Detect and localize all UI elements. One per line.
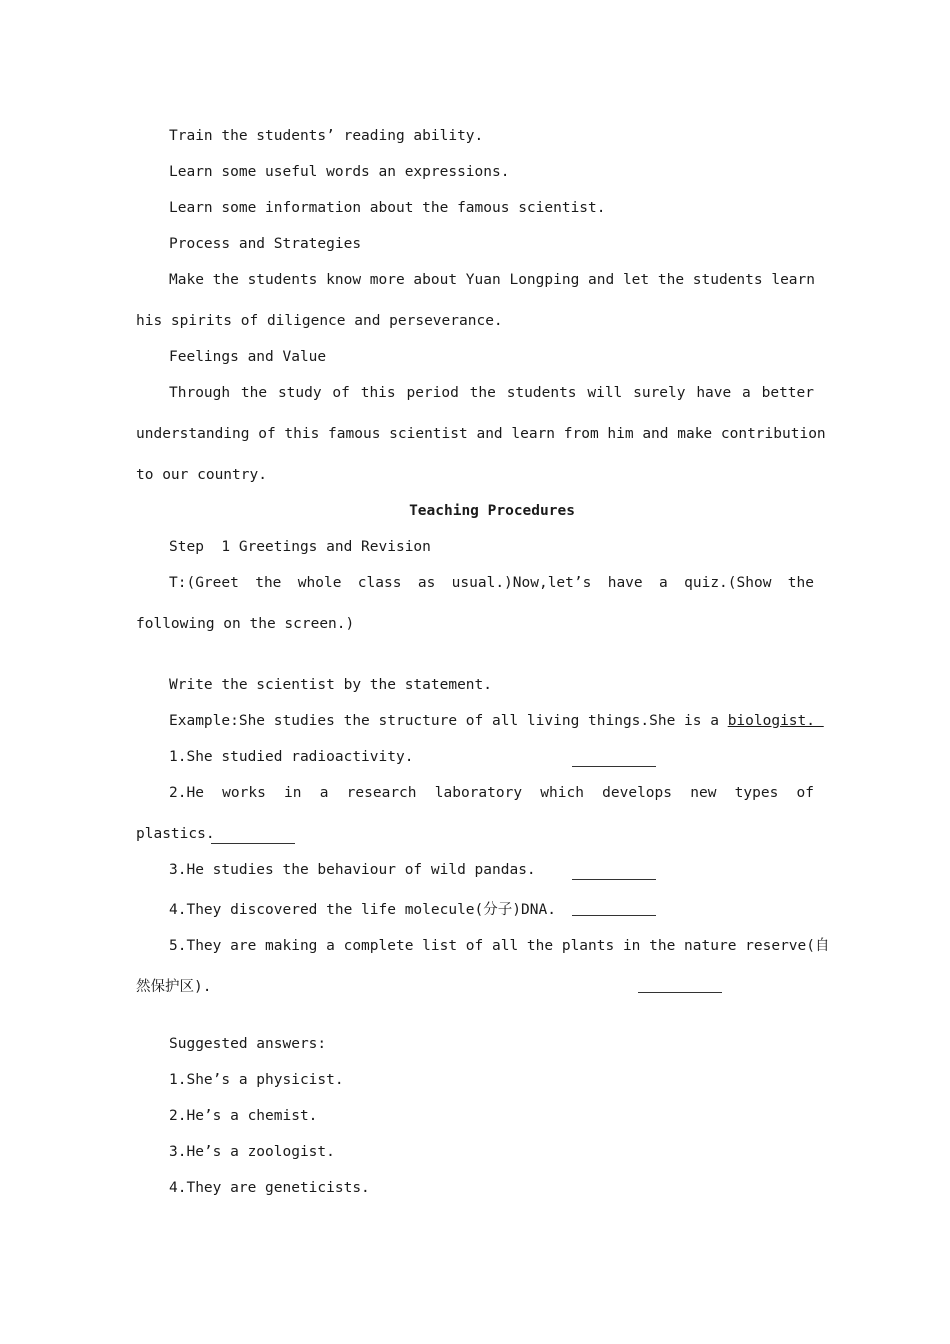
answer-2: 2.He’s a chemist. xyxy=(169,1108,318,1124)
section-title: Teaching Procedures xyxy=(409,503,575,519)
process-text-line-1: Make the students know more about Yuan Longping and let the students learn xyxy=(169,272,816,288)
objective-2: Learn some useful words an expressions. xyxy=(169,164,510,180)
quiz-question-5-line-1: 5.They are making a complete list of all the plants in the nature reserve(自 xyxy=(169,938,830,954)
quiz-instruction: Write the scientist by the statement. xyxy=(169,677,493,693)
process-text-line-2: his spirits of diligence and perseverance. xyxy=(136,313,503,329)
answer-blank-3[interactable] xyxy=(572,879,656,880)
quiz-question-4: 4.They discovered the life molecule(分子)DNA. xyxy=(169,902,556,918)
answers-heading: Suggested answers: xyxy=(169,1036,327,1052)
feelings-heading: Feelings and Value xyxy=(169,349,327,365)
answer-blank-1[interactable] xyxy=(572,766,656,767)
step-1-heading: Step 1 Greetings and Revision xyxy=(169,539,431,555)
feelings-text-line-3: to our country. xyxy=(136,467,267,483)
quiz-question-5-line-2: 然保护区). xyxy=(136,979,212,995)
quiz-question-3: 3.He studies the behaviour of wild pandas. xyxy=(169,862,536,878)
feelings-text-line-2: understanding of this famous scientist and learn from him and make contribution xyxy=(136,426,826,442)
objective-3: Learn some information about the famous scientist. xyxy=(169,200,606,216)
quiz-example xyxy=(169,713,824,729)
teacher-line-2: following on the screen.) xyxy=(136,616,355,632)
objective-1: Train the students’ reading ability. xyxy=(169,128,484,144)
answer-blank-4[interactable] xyxy=(572,915,656,916)
example-answer: biologist. xyxy=(727,713,824,729)
process-heading: Process and Strategies xyxy=(169,236,362,252)
answer-blank-5[interactable] xyxy=(638,992,722,993)
answer-1: 1.She’s a physicist. xyxy=(169,1072,344,1088)
answer-blank-2[interactable] xyxy=(211,843,295,844)
answer-3: 3.He’s a zoologist. xyxy=(169,1144,335,1160)
example-text: Example:She studies the structure of all living things.She is a xyxy=(169,713,728,729)
quiz-question-1: 1.She studied radioactivity. xyxy=(169,749,414,765)
feelings-text-line-1: Through the study of this period the students will surely have a better xyxy=(169,385,814,401)
quiz-question-2-line-1: 2.He works in a research laboratory which develops new types of xyxy=(169,785,814,801)
answer-4: 4.They are geneticists. xyxy=(169,1180,370,1196)
quiz-question-2-line-2: plastics. xyxy=(136,826,215,842)
teacher-line-1: T:(Greet the whole class as usual.)Now,let’s have a quiz.(Show the xyxy=(169,575,814,591)
